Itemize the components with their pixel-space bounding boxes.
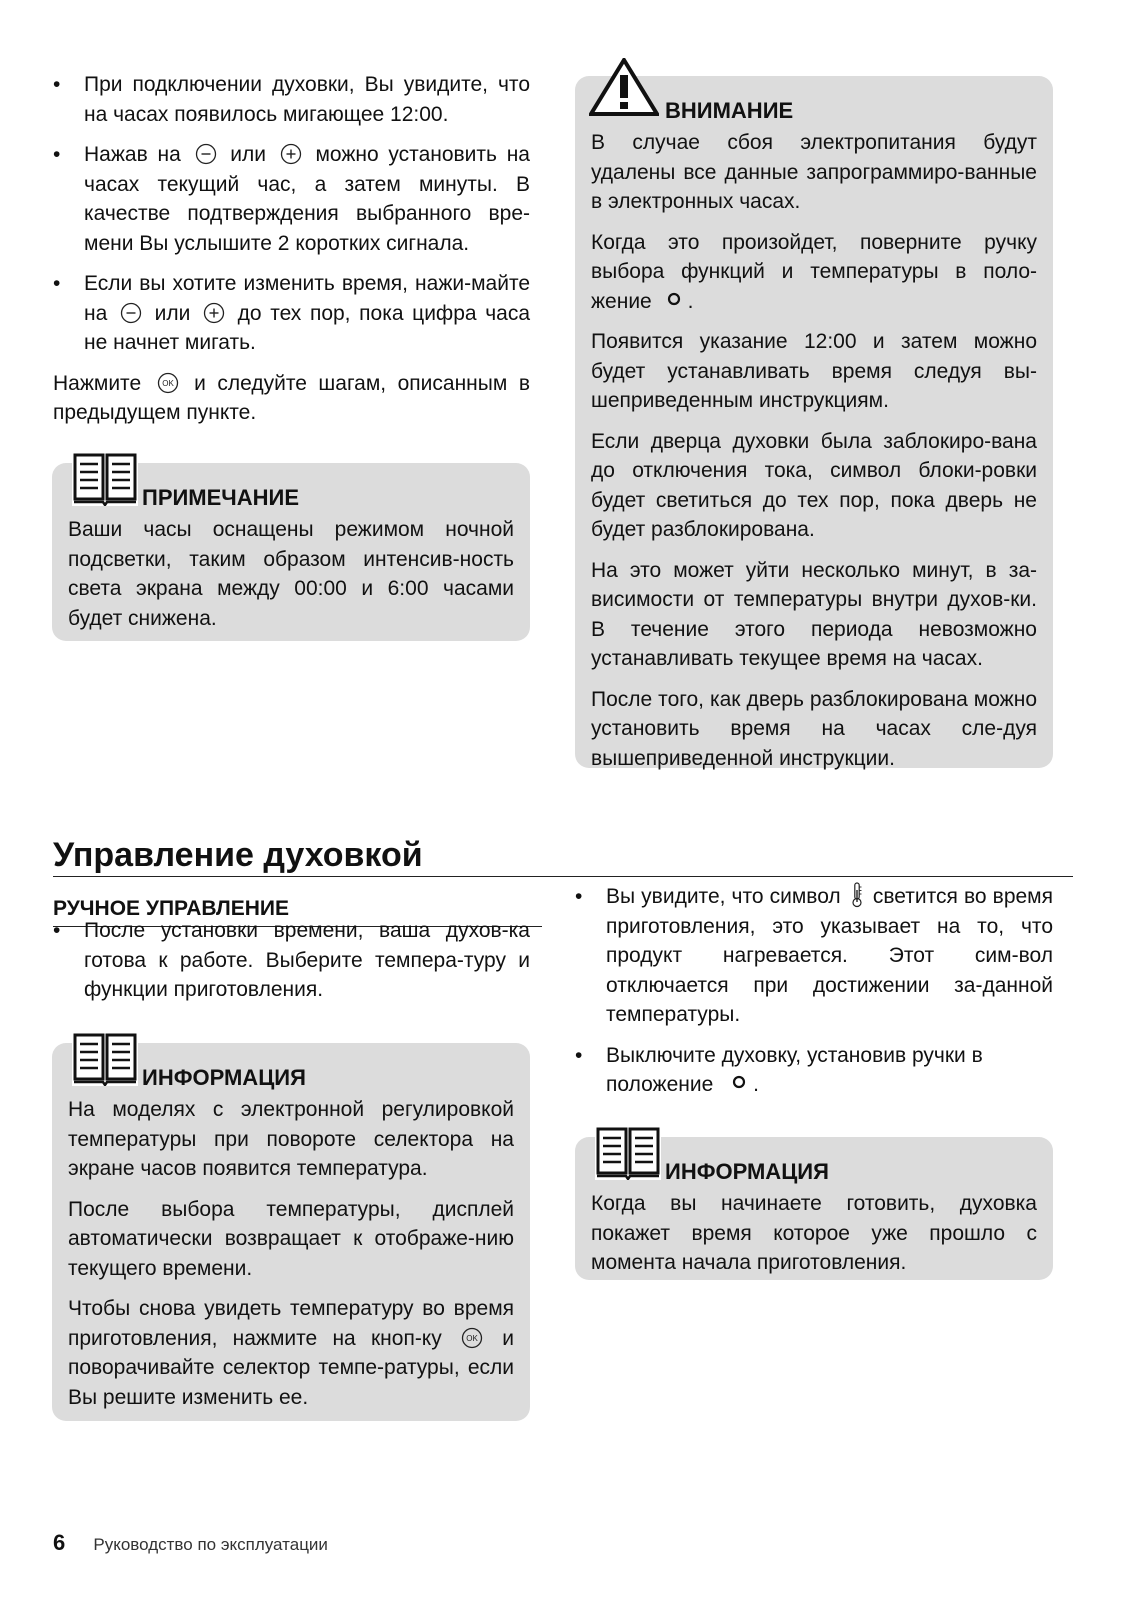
warning-triangle-icon [589,58,659,116]
page-number: 6 [53,1530,66,1555]
minus-circle-icon [195,143,217,165]
info-paragraph: На моделях с электронной регулировкой температуры при повороте селектора на экране часов появится температура. [68,1098,514,1180]
bullet-item: • Вы увидите, что символ светится во время приготовления, это указывает на то, что продукт нагревается. Этот сим-вол отключается при достижении за-данной температуры. [575,882,1053,1030]
warning-paragraph: В случае сбоя электропитания будут удалены все данные запрограммиро-ванные в электронных часах. [591,131,1037,213]
bullet-item: • Выключите духовку, установив ручки в положение . [575,1043,983,1096]
warning-box [575,76,1053,768]
bullet-text: можно установить на часах текущий час, а затем минуты. В качестве подтверждения выбранного вре-мени Вы услышите 2 коротких сигнала. [84,143,530,255]
plus-circle-icon [280,143,302,165]
warning-paragraph: Когда это произойдет, поверните ручку выбора функций и температуры в поло-жение . [591,230,1037,313]
page-footer [53,1530,328,1556]
ok-button-icon [157,372,179,394]
bullet-text: или [154,301,191,325]
info-paragraph: Чтобы снова увидеть температуру во время приготовления, нажмите на кноп-ку OK и поворачивайте селектор темпе-ратуры, если Вы решите изменить ее. [68,1297,514,1409]
off-position-icon [666,291,682,307]
note-text: Ваши часы оснащены режимом ночной подсветки, таким образом интенсив-ность света экрана между 00:00 и 6:00 часами будет снижена. [68,518,514,630]
info-paragraph: Когда вы начинаете готовить, духовка покажет время которое уже прошло с момента начала приготовления. [591,1192,1037,1274]
ok-button-icon [461,1327,483,1349]
minus-circle-icon [120,302,142,324]
off-position-icon [731,1074,747,1090]
info-box-right [575,1137,1053,1280]
info-title: ИНФОРМАЦИЯ [665,1159,829,1184]
warning-paragraph: Появится указание 12:00 и затем можно будет устанавливать время следуя вы-шеприведенным инструкциям. [591,330,1037,412]
bullet-text: до тех пор, пока цифра часа не начнет мигать. [84,301,531,354]
bullet-item: • После установки времени, ваша духов-ка готова к работе. Выберите темпера-туру и функции приготовления. [53,919,530,1001]
note-box [52,463,530,641]
instruction-paragraph: Нажмите OK и следуйте шагам, описанным в предыдущем пункте. [53,371,530,424]
info-paragraph: После выбора температуры, дисплей автоматически возвращает к отображе-нию текущего времени. [68,1197,514,1280]
bullet-text: Нажав на [84,143,181,166]
warning-paragraph: Если дверца духовки была заблокиро-вана до отключения тока, символ блоки-ровки будет светиться до тех пор, пока дверь не будет разблокирована. [591,429,1037,541]
warning-paragraph: На это может уйти несколько минут, в за-висимости от температуры внутри духов-ки. В течение этого периода невозможно устанавливать текущее время на часах. [591,558,1037,670]
open-book-icon [72,450,138,506]
thermometer-icon [851,882,863,908]
left-top-column [53,70,530,439]
warning-title: ВНИМАНИЕ [665,98,794,123]
info-box-left [52,1043,530,1421]
left-bottom-column [53,916,530,1016]
subsection-heading: РУЧНОЕ УПРАВЛЕНИЕ [53,896,542,927]
open-book-icon [595,1124,661,1180]
bullet-text: При подключении духовки, Вы увидите, что на часах появилось мигающее 12:00. [84,73,530,126]
bullet-text: светится во время приготовления, это указывает на то, что продукт нагревается. Этот сим-вол отключается при достижении за-данной температуры. [606,885,1053,1026]
section-heading: Управление духовкой [53,836,1073,877]
info-title: ИНФОРМАЦИЯ [142,1065,306,1090]
bullet-text: После установки времени, ваша духов-ка готова к работе. Выберите темпера-туру и функции приготовления. [84,919,530,1001]
footer-text: Руководство по эксплуатации [93,1535,328,1554]
svg-text:OK: OK [466,1333,478,1343]
note-title: ПРИМЕЧАНИЕ [142,485,300,510]
right-bottom-column [575,882,1053,1111]
warning-paragraph: После того, как дверь разблокирована можно установить время на часах сле-дуя вышеприведенной инструкции. [591,687,1037,770]
bullet-text: Выключите духовку, установив ручки в положение [606,1043,983,1096]
bullet-item: • Если вы хотите изменить время, нажи-майте на или до тех пор, пока цифра часа не начнет мигать. [53,272,531,354]
bullet-text: Если вы хотите изменить время, нажи-майте на [84,272,530,325]
bullet-text: Вы увидите, что символ [606,885,841,908]
bullet-text: или [230,143,266,166]
svg-text:OK: OK [161,378,174,388]
open-book-icon [72,1030,138,1086]
bullet-item: • Нажав на или можно установить на часах текущий час, а затем минуты. В качестве подтверждения выбранного вре-мени Вы услышите 2 коротких сигнала. [53,143,530,255]
bullet-item: • При подключении духовки, Вы увидите, что на часах появилось мигающее 12:00. [53,73,530,126]
plus-circle-icon [203,302,225,324]
